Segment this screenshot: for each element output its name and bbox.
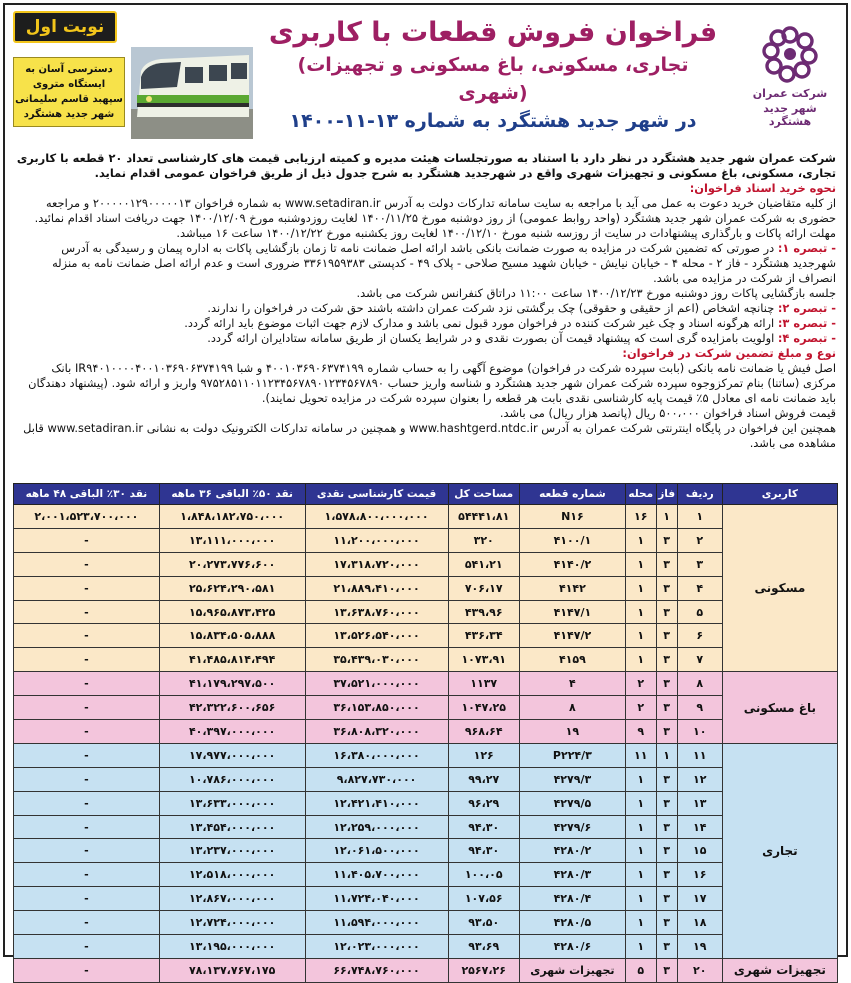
table-cell: ۱۲،۰۶۱،۵۰۰،۰۰۰ — [305, 839, 448, 863]
table-row — [14, 958, 838, 982]
column-header: مساحت کل — [448, 484, 519, 505]
table-cell: - — [14, 743, 160, 767]
intro-paragraph: شرکت عمران شهر جدید هشتگرد در نظر دارد با استناد به صورتجلسات هیئت مدیره و کمیته ارزیابی قیمت های کارشناسی تعداد ۲۰ قطعه با کاربری تجاری، مسکونی، باغ مسکونی و تجهیزات شهری واقع در شهرجدید هشتگرد به شرح جدول ذیل از طریق فراخوان عمومی اقدام نماید. — [16, 151, 836, 180]
table-cell: ۱۳،۲۳۷،۰۰۰،۰۰۰ — [159, 839, 305, 863]
category-cell: باغ مسکونی — [722, 672, 837, 744]
table-cell: - — [14, 958, 160, 982]
table-cell: ۲ — [625, 672, 656, 696]
table-cell: ۴۱۴۷/۱ — [519, 600, 625, 624]
table-cell: ۱۷ — [677, 887, 722, 911]
logo-name-line2: شهر جدید هشتگرد — [763, 102, 817, 128]
table-cell: ۳ — [656, 958, 677, 982]
table-cell: - — [14, 576, 160, 600]
category-cell: تجهیزات شهری — [722, 958, 837, 982]
table-row — [14, 743, 838, 767]
table-cell: ۳۵،۴۳۹،۰۳۰،۰۰۰ — [305, 648, 448, 672]
table-row — [14, 672, 838, 696]
table-cell: ۲۰،۲۷۳،۷۷۶،۶۰۰ — [159, 552, 305, 576]
table-cell: ۴۲،۳۲۲،۶۰۰،۶۵۶ — [159, 696, 305, 720]
column-header: نقد ۳۰٪ الباقی ۴۸ ماهه — [14, 484, 160, 505]
table-cell: ۱۷،۳۱۸،۷۲۰،۰۰۰ — [305, 552, 448, 576]
table-cell: ۱ — [625, 839, 656, 863]
table-cell: ۴ — [519, 672, 625, 696]
table-cell: ۴۳۹،۹۶ — [448, 600, 519, 624]
table-cell: ۵۴۱،۲۱ — [448, 552, 519, 576]
table-row — [14, 935, 838, 959]
table-cell: ۱۳،۴۵۴،۰۰۰،۰۰۰ — [159, 815, 305, 839]
table-cell: ۳ — [656, 935, 677, 959]
table-cell: ۳ — [656, 863, 677, 887]
guarantee-paragraph: اصل فیش یا ضمانت نامه بانکی (بابت سپرده شرکت در فراخوان) موضوع آگهی را به حساب شماره ۴۰۰۱۰۳۶۹۰۶۳۷۴۱۹۹ و شبا IR۹۴۰۱۰۰۰۰۴۰۰۱۰۳۶۹۰۶۳۷۴۱۹۹ بانک مرکزی (ساتنا) بنام تمرکزوجوه سپرده شرکت عمران شهر جدید هشتگرد و شناسه واریز حساب ۹۷۵۲۸۵۱۱۰۱۱۲۳۴۵۶۷۸۹۰۱۲۳۴۵۶۷۸۹۰ واریز و ارائه شود. (پیشنهاد دهندگان باید ضمانت نامه ای معادل ۵٪ قیمت پایه کارشناسی نقدی بابت هر قطعه را بعنوان سپرده شرکت در مزایده تحویل نمایند). — [28, 361, 836, 405]
section-heading-docs: نحوه خرید اسناد فراخوان: — [689, 181, 836, 195]
table-cell: ۱۳،۱۹۵،۰۰۰،۰۰۰ — [159, 935, 305, 959]
table-cell: ۳ — [656, 624, 677, 648]
table-cell: ۹۳،۵۰ — [448, 911, 519, 935]
note-1-label: - تبصره ۱: — [777, 241, 836, 255]
note-1-text: در صورتی که تضمین شرکت در مزایده به صورت ضمانت بانکی باشد ارائه اصل ضمانت نامه تا زمان بازگشایی پاکات به اداره پیمان و رسیدگی به آدرس شهرجدید هشتگرد - فاز ۲ - محله ۴ - خیابان نیایش - خیابان شهید مسیح صلاحی - پلاک ۴۹ - کدپستی ۳۳۶۱۹۵۹۳۸۳ ضروری است و عدم ارائه اصل ضمانت نامه به منزله انصراف از شرکت در مزایده می باشد. — [52, 241, 836, 285]
table-cell: ۱۴ — [677, 815, 722, 839]
table-cell: ۱۲،۴۲۱،۴۱۰،۰۰۰ — [305, 791, 448, 815]
table-cell: ۱۰۷۳،۹۱ — [448, 648, 519, 672]
table-cell: - — [14, 600, 160, 624]
table-cell: ۱۶،۳۸۰،۰۰۰،۰۰۰ — [305, 743, 448, 767]
table-cell: ۴۲۸۰/۵ — [519, 911, 625, 935]
websites-paragraph: همچنین این فراخوان در پایگاه اینترنتی شرکت عمران به آدرس www.hashtgerd.ntdc.ir و همچنین در سامانه تدارکات الکترونیک دولت به نشانی www.setadiran.ir قابل مشاهده می باشد. — [23, 421, 836, 450]
table-cell: ۴۲۸۰/۴ — [519, 887, 625, 911]
note-4-label: - تبصره ۴: — [777, 331, 836, 345]
opening-paragraph: جلسه بازگشایی پاکات روز دوشنبه مورخ ۱۴۰۰/۱۲/۲۳ ساعت ۱۱:۰۰ دراتاق کنفرانس شرکت می باشد. — [356, 286, 836, 300]
table-cell: ۱ — [625, 863, 656, 887]
table-cell: ۲۱،۸۸۹،۴۱۰،۰۰۰ — [305, 576, 448, 600]
note-1 — [15, 241, 836, 286]
table-cell: ۱۱،۲۰۰،۰۰۰،۰۰۰ — [305, 528, 448, 552]
table-cell: ۵۴۴۴۱،۸۱ — [448, 505, 519, 529]
table-cell: ۱ — [625, 552, 656, 576]
table-cell: ۱ — [625, 576, 656, 600]
table-cell: ۷ — [677, 648, 722, 672]
table-cell: ۱۳ — [677, 791, 722, 815]
table-cell: ۱۲۶ — [448, 743, 519, 767]
table-cell: ۱۲،۸۶۷،۰۰۰،۰۰۰ — [159, 887, 305, 911]
note-4-text: اولویت بامزایده گری است که پیشنهاد قیمت آن بصورت نقدی و در شرایط یکسان از طریق سامانه ستادایران ارائه گردد. — [207, 331, 778, 345]
table-cell: ۳ — [656, 887, 677, 911]
table-cell: ۹،۸۲۷،۷۳۰،۰۰۰ — [305, 767, 448, 791]
table-cell: ۴۱،۱۷۹،۲۹۷،۵۰۰ — [159, 672, 305, 696]
page-subtitle: (تجاری، مسکونی، باغ مسکونی و تجهیزات شهری) — [297, 54, 689, 104]
table-cell: ۹ — [677, 696, 722, 720]
table-cell: - — [14, 528, 160, 552]
metro-train-icon — [131, 47, 253, 139]
table-cell: ۲،۰۰۱،۵۲۳،۷۰۰،۰۰۰ — [14, 505, 160, 529]
note-2-label: - تبصره ۲: — [777, 301, 836, 315]
table-cell: - — [14, 839, 160, 863]
table-cell: ۱،۸۴۸،۱۸۲،۷۵۰،۰۰۰ — [159, 505, 305, 529]
table-cell: ۱۱،۴۰۵،۷۰۰،۰۰۰ — [305, 863, 448, 887]
table-cell: - — [14, 720, 160, 744]
table-cell: ۱ — [656, 505, 677, 529]
column-header: ردیف — [677, 484, 722, 505]
table-cell: ۱۶ — [625, 505, 656, 529]
table-cell: ۴ — [677, 576, 722, 600]
table-cell: ۳۶،۱۵۳،۸۵۰،۰۰۰ — [305, 696, 448, 720]
table-cell: ۳ — [656, 720, 677, 744]
table-cell: ۱ — [625, 911, 656, 935]
table-cell: ۲۵۶۷،۲۶ — [448, 958, 519, 982]
table-row — [14, 528, 838, 552]
table-cell: - — [14, 624, 160, 648]
table-cell: ۴۲۷۹/۳ — [519, 767, 625, 791]
table-cell: ۱۲،۷۲۴،۰۰۰،۰۰۰ — [159, 911, 305, 935]
company-logo — [742, 23, 838, 128]
table-cell: ۴۲۷۹/۶ — [519, 815, 625, 839]
category-cell: مسکونی — [722, 505, 837, 672]
table-cell: ۴۲۷۹/۵ — [519, 791, 625, 815]
table-cell: ۱۲ — [677, 767, 722, 791]
parcels-table — [13, 483, 838, 983]
table-cell: ۴۲۸۰/۶ — [519, 935, 625, 959]
table-row — [14, 791, 838, 815]
table-cell: ۱۰۷،۵۶ — [448, 887, 519, 911]
table-cell: ۳ — [656, 576, 677, 600]
table-cell: ۹۶۸،۶۴ — [448, 720, 519, 744]
table-row — [14, 648, 838, 672]
table-cell: ۳۲۰ — [448, 528, 519, 552]
table-cell: ۷۸،۱۳۷،۷۶۷،۱۷۵ — [159, 958, 305, 982]
table-row — [14, 839, 838, 863]
metro-line: دسترسی آسان به — [25, 64, 113, 75]
table-cell: ۱۰۰،۰۵ — [448, 863, 519, 887]
table-cell: ۱۱،۵۹۴،۰۰۰،۰۰۰ — [305, 911, 448, 935]
table-cell: - — [14, 791, 160, 815]
table-cell: ۴۳۶،۳۴ — [448, 624, 519, 648]
column-header: کاربری — [722, 484, 837, 505]
table-cell: ۱۹ — [519, 720, 625, 744]
table-cell: ۲۰ — [677, 958, 722, 982]
note-3 — [15, 316, 836, 331]
table-cell: ۸ — [519, 696, 625, 720]
note-4 — [15, 331, 836, 346]
table-cell: ۱ — [625, 600, 656, 624]
table-row — [14, 887, 838, 911]
table-cell: - — [14, 648, 160, 672]
table-cell: ۱۲،۲۵۹،۰۰۰،۰۰۰ — [305, 815, 448, 839]
table-cell: - — [14, 887, 160, 911]
table-cell: ۱۰۴۷،۲۵ — [448, 696, 519, 720]
table-cell: ۴۲۸۰/۲ — [519, 839, 625, 863]
table-cell: ۳ — [656, 767, 677, 791]
table-cell: ۴۱۴۰/۲ — [519, 552, 625, 576]
header — [5, 5, 846, 145]
table-cell: ۳ — [656, 648, 677, 672]
flower-logo-icon — [759, 23, 821, 85]
note-3-text: ارائه هرگونه اسناد و چک غیر شرکت کننده در فراخوان مورد قبول نمی باشد و مدارک لازم جهت اثبات موضوع باید ارائه گردد. — [184, 316, 778, 330]
table-cell: ۱ — [625, 791, 656, 815]
note-2 — [15, 301, 836, 316]
table-cell: تجهیزات شهری — [519, 958, 625, 982]
advertisement-page — [3, 3, 848, 978]
parcels-table-wrapper — [13, 483, 838, 983]
table-cell: ۴۱۴۲ — [519, 576, 625, 600]
table-cell: ۱۰،۷۸۶،۰۰۰،۰۰۰ — [159, 767, 305, 791]
table-cell: ۹۶،۲۹ — [448, 791, 519, 815]
table-row — [14, 576, 838, 600]
table-cell: - — [14, 863, 160, 887]
table-cell: ۱۱،۷۲۴،۰۴۰،۰۰۰ — [305, 887, 448, 911]
table-cell: ۵ — [625, 958, 656, 982]
announcement-text — [15, 151, 836, 451]
table-cell: ۴۱۵۹ — [519, 648, 625, 672]
table-cell: ۱۲،۰۲۳،۰۰۰،۰۰۰ — [305, 935, 448, 959]
table-cell: ۱۷،۹۷۷،۰۰۰،۰۰۰ — [159, 743, 305, 767]
tender-number: در شهر جدید هشتگرد به شماره ۱۳-۱۱-۱۴۰۰ — [289, 110, 697, 132]
table-cell: - — [14, 552, 160, 576]
metro-line: شهر جدید هشتگرد — [23, 109, 115, 120]
table-cell: ۱۳،۶۳۳،۰۰۰،۰۰۰ — [159, 791, 305, 815]
column-header: قیمت کارشناسی نقدی — [305, 484, 448, 505]
table-cell: ۳ — [656, 552, 677, 576]
table-cell: ۲ — [625, 696, 656, 720]
table-cell: ۱۰ — [677, 720, 722, 744]
table-cell: ۱ — [625, 528, 656, 552]
table-body — [14, 505, 838, 983]
table-row — [14, 600, 838, 624]
table-row — [14, 696, 838, 720]
table-cell: ۱۳،۶۳۸،۷۶۰،۰۰۰ — [305, 600, 448, 624]
table-cell: ۷۰۶،۱۷ — [448, 576, 519, 600]
table-cell: ۳۷،۵۲۱،۰۰۰،۰۰۰ — [305, 672, 448, 696]
column-header: محله — [625, 484, 656, 505]
table-cell: ۱۲،۵۱۸،۰۰۰،۰۰۰ — [159, 863, 305, 887]
table-cell: ۱ — [625, 624, 656, 648]
metro-promo-text — [13, 57, 125, 127]
table-cell: ۴۱۰۰/۱ — [519, 528, 625, 552]
table-cell: ۱۹ — [677, 935, 722, 959]
table-cell: ۱ — [656, 743, 677, 767]
table-row — [14, 767, 838, 791]
table-cell: ۹ — [625, 720, 656, 744]
metro-line: ایستگاه متروی — [32, 79, 106, 90]
table-cell: ۶ — [677, 624, 722, 648]
table-cell: ۱۱ — [677, 743, 722, 767]
column-header: نقد ۵۰٪ الباقی ۳۶ ماهه — [159, 484, 305, 505]
table-cell: ۴۱،۴۸۵،۸۱۴،۴۹۴ — [159, 648, 305, 672]
table-cell: ۳ — [656, 600, 677, 624]
table-row — [14, 720, 838, 744]
table-cell: ۱ — [625, 935, 656, 959]
table-cell: ۲۵،۶۲۴،۲۹۰،۵۸۱ — [159, 576, 305, 600]
table-cell: - — [14, 935, 160, 959]
table-cell: - — [14, 767, 160, 791]
table-cell: ۳ — [656, 528, 677, 552]
table-cell: - — [14, 815, 160, 839]
table-header-row — [14, 484, 838, 505]
table-row — [14, 505, 838, 529]
section-heading-guarantee: نوع و مبلغ تضمین شرکت در فراخوان: — [622, 346, 836, 360]
table-cell: ۱ — [625, 815, 656, 839]
metro-promo — [13, 47, 253, 139]
table-row — [14, 624, 838, 648]
table-cell: ۱۱ — [625, 743, 656, 767]
table-cell: N۱۶ — [519, 505, 625, 529]
table-cell: ۱۳،۱۱۱،۰۰۰،۰۰۰ — [159, 528, 305, 552]
table-cell: ۱،۵۷۸،۸۰۰،۰۰۰،۰۰۰ — [305, 505, 448, 529]
table-cell: ۶۶،۷۴۸،۷۶۰،۰۰۰ — [305, 958, 448, 982]
table-cell: ۳ — [656, 696, 677, 720]
title-block — [260, 15, 726, 135]
table-cell: - — [14, 911, 160, 935]
column-header: شماره قطعه — [519, 484, 625, 505]
table-row — [14, 815, 838, 839]
table-cell: ۳۶،۸۰۸،۳۲۰،۰۰۰ — [305, 720, 448, 744]
table-cell: ۵ — [677, 600, 722, 624]
metro-line: سپهبد قاسم سلیمانی — [15, 94, 123, 105]
table-cell: ۴۰،۳۹۷،۰۰۰،۰۰۰ — [159, 720, 305, 744]
table-cell: ۳ — [656, 815, 677, 839]
table-cell: ۱ — [625, 648, 656, 672]
table-cell: ۱۵،۸۳۴،۵۰۵،۸۸۸ — [159, 624, 305, 648]
table-cell: ۹۳،۶۹ — [448, 935, 519, 959]
table-cell: ۱ — [677, 505, 722, 529]
table-cell: ۹۴،۳۰ — [448, 839, 519, 863]
table-cell: ۳ — [656, 839, 677, 863]
category-cell: تجاری — [722, 743, 837, 958]
table-cell: ۱۵،۹۶۵،۸۷۳،۴۲۵ — [159, 600, 305, 624]
note-3-label: - تبصره ۳: — [777, 316, 836, 330]
table-cell: ۲ — [677, 528, 722, 552]
table-cell: ۴۲۸۰/۳ — [519, 863, 625, 887]
table-cell: ۱۱۳۷ — [448, 672, 519, 696]
doc-price-paragraph: قیمت فروش اسناد فراخوان ۵۰۰،۰۰۰ ریال (پانصد هزار ریال) می باشد. — [499, 406, 836, 420]
deadline-paragraph: مهلت ارائه پاکات و بارگذاری پیشنهادات در سایت از روزسه شنبه مورخ ۱۴۰۰/۱۲/۱۰ لغایت روز یکشنبه مورخ ۱۴۰۰/۱۲/۲۲ ساعت ۱۶ میباشد. — [176, 226, 836, 240]
first-round-badge: نوبت اول — [13, 11, 117, 43]
note-2-text: چنانچه اشخاص (اعم از حقیقی و حقوقی) چک برگشتی نزد شرکت عمران داشته باشند حق شرکت در فراخوان را ندارند. — [207, 301, 778, 315]
table-cell: P۲۲۴/۳ — [519, 743, 625, 767]
table-cell: ۹۴،۳۰ — [448, 815, 519, 839]
table-cell: ۹۹،۲۷ — [448, 767, 519, 791]
table-cell: ۸ — [677, 672, 722, 696]
table-cell: ۳ — [656, 911, 677, 935]
table-cell: ۱۵ — [677, 839, 722, 863]
table-cell: - — [14, 672, 160, 696]
table-cell: ۳ — [656, 791, 677, 815]
page-title: فراخوان فروش قطعات با کاربری — [268, 17, 718, 48]
table-cell: ۱۸ — [677, 911, 722, 935]
table-cell: ۳ — [656, 672, 677, 696]
column-header: فاز — [656, 484, 677, 505]
table-cell: ۱۳،۵۲۶،۵۴۰،۰۰۰ — [305, 624, 448, 648]
table-cell: ۴۱۴۷/۲ — [519, 624, 625, 648]
table-cell: ۱ — [625, 887, 656, 911]
table-row — [14, 552, 838, 576]
table-cell: - — [14, 696, 160, 720]
table-row — [14, 911, 838, 935]
table-cell: ۱۶ — [677, 863, 722, 887]
table-cell: ۱ — [625, 767, 656, 791]
logo-name-line1: شرکت عمران — [752, 87, 828, 100]
docs-paragraph: از کلیه متقاضیان خرید دعوت به عمل می آید با مراجعه به سایت سامانه تدارکات دولت به آدرس www.setadiran.ir به شماره فراخوان ۲۰۰۰۰۰۱۲۹۰۰۰۰۰۱۳ و مراجعه حضوری به شرکت عمران شهر جدید هشتگرد (واحد روابط عمومی) از روز دوشنبه مورخ ۱۴۰۰/۱۱/۲۵ لغایت روزدوشنبه مورخ ۱۴۰۰/۱۲/۰۹ جهت دریافت اسناد اقدام نمائید. — [34, 196, 836, 225]
table-cell: ۳ — [677, 552, 722, 576]
table-row — [14, 863, 838, 887]
